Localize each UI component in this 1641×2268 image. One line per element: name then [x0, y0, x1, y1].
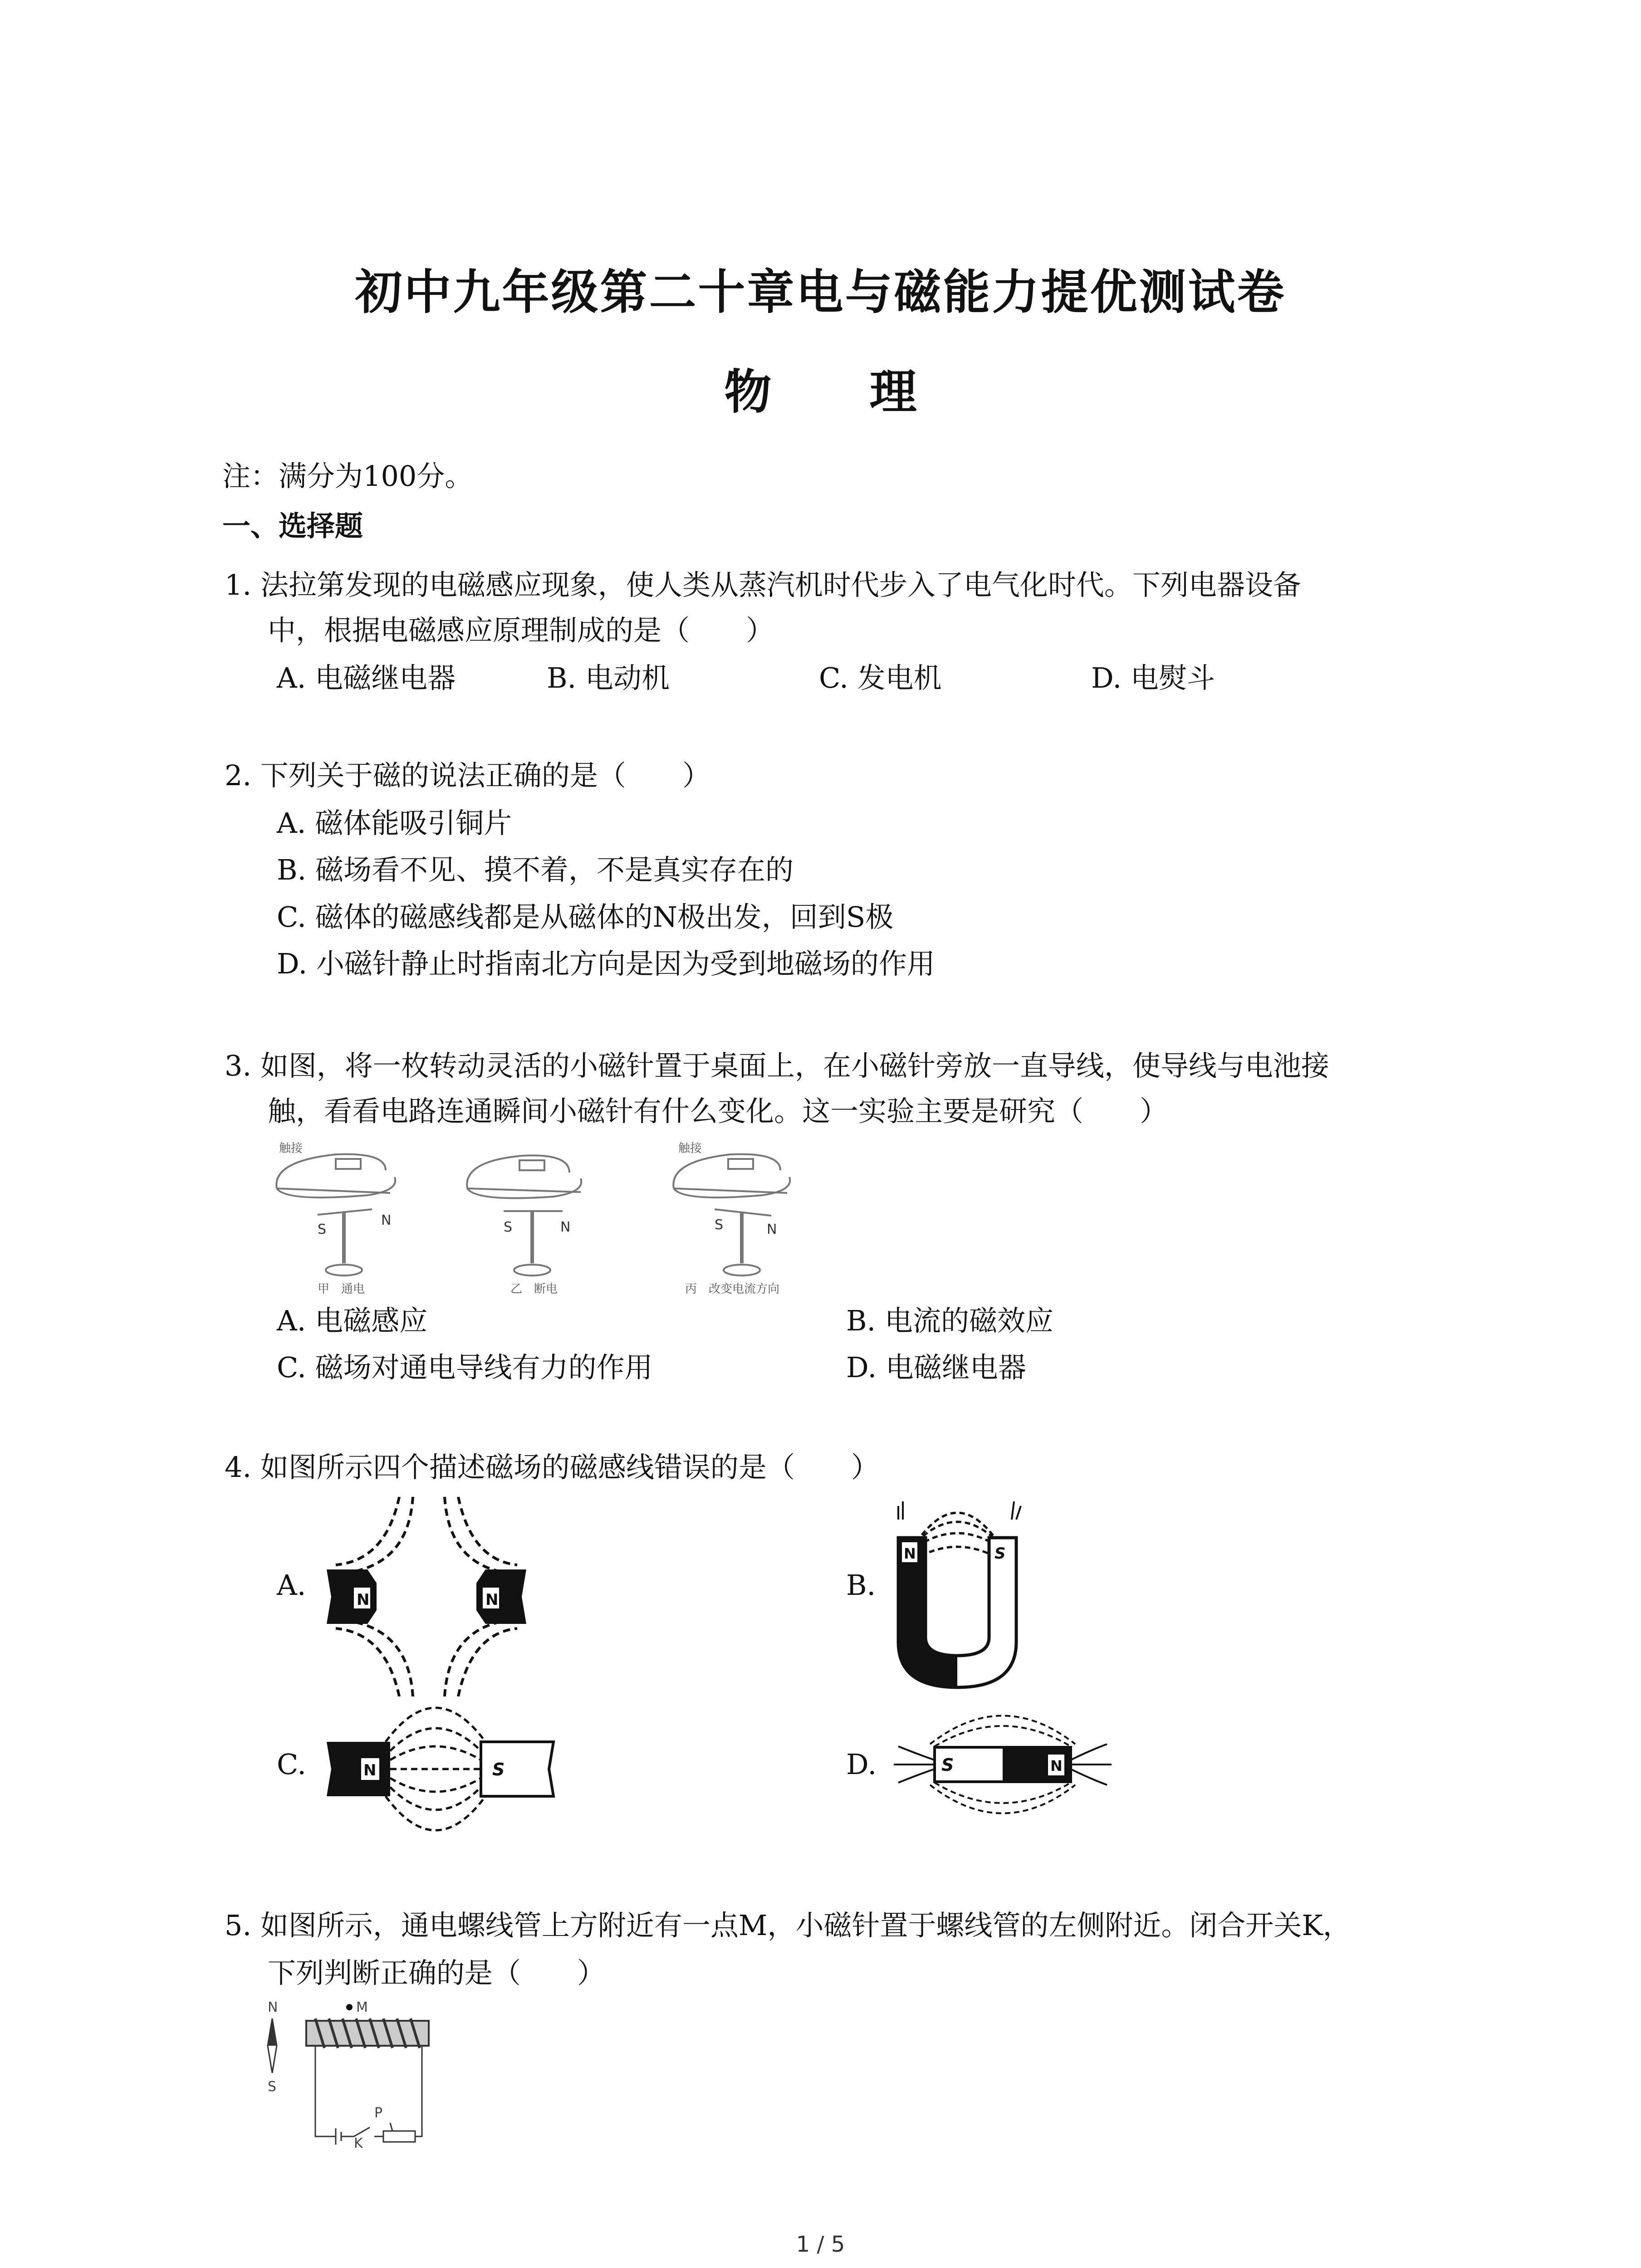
- q4-option-c-label: C.: [277, 1748, 306, 1781]
- q4-option-b-label: B.: [846, 1569, 876, 1602]
- q1-option-c: C. 发电机: [819, 661, 942, 694]
- q5-label-p: P: [374, 2105, 383, 2121]
- q2-option-a: A. 磁体能吸引铜片: [277, 807, 512, 840]
- q4-option-a-label: A.: [277, 1569, 306, 1602]
- q3-stem-line1: 3. 如图，将一枚转动灵活的小磁针置于桌面上，在小磁针旁放一直导线，使导线与电池接: [225, 1049, 1329, 1082]
- q4-figure-a: [318, 1497, 535, 1696]
- q2-option-b: B. 磁场看不见、摸不着，不是真实存在的: [277, 853, 794, 886]
- q4-figure-b: [889, 1492, 1025, 1692]
- q1-option-d: D. 电熨斗: [1091, 661, 1215, 694]
- q5-stem-line1: 5. 如图所示，通电螺线管上方附近有一点M，小磁针置于螺线管的左侧附近。闭合开关K，: [225, 1909, 1351, 1942]
- q3-label-contact-1: 触接: [279, 1142, 303, 1155]
- q2-option-c: C. 磁体的磁感线都是从磁体的N极出发，回到S极: [277, 900, 894, 934]
- q5-solenoid: [306, 2021, 429, 2046]
- q1-option-a: A. 电磁继电器: [277, 661, 456, 694]
- q4a-pole-n-left: N: [357, 1591, 370, 1609]
- q4-option-d-label: D.: [846, 1748, 877, 1781]
- q4-figure-d: [889, 1696, 1116, 1833]
- q4b-pole-n: N: [904, 1545, 916, 1562]
- q4b-pole-s: S: [994, 1545, 1006, 1563]
- q3-option-b: B. 电流的磁效应: [846, 1304, 1053, 1337]
- q3-option-c: C. 磁场对通电导线有力的作用: [277, 1351, 653, 1384]
- q4-stem: 4. 如图所示四个描述磁场的磁感线错误的是（ ）: [225, 1451, 879, 1484]
- q5-solenoid-figure: [263, 1996, 445, 2159]
- q5-stem-line2: 下列判断正确的是（ ）: [268, 1956, 606, 1989]
- q1-stem-line1: 1. 法拉第发现的电磁感应现象，使人类从蒸汽机时代步入了电气化时代。下列电器设备: [225, 568, 1301, 601]
- q5-point-m: M: [356, 1999, 368, 2015]
- q5-needle-n: N: [268, 1999, 278, 2015]
- q3-label-contact-3: 触接: [678, 1142, 702, 1155]
- q3-label-jia: 甲 通电: [318, 1282, 365, 1296]
- q3-pole-s-1: S: [318, 1222, 327, 1237]
- q5-label-k: K: [354, 2136, 363, 2151]
- q3-pole-n-3: N: [767, 1222, 777, 1237]
- q1-option-b: B. 电动机: [547, 661, 670, 694]
- q5-point-m-dot: [346, 2004, 353, 2010]
- q4d-pole-s: S: [941, 1755, 954, 1775]
- q3-pole-s-2: S: [504, 1219, 513, 1235]
- exam-title: 初中九年级第二十章电与磁能力提优测试卷: [355, 264, 1286, 320]
- q1-stem-line2: 中，根据电磁感应原理制成的是（ ）: [268, 614, 774, 647]
- q3-option-d: D. 电磁继电器: [846, 1351, 1026, 1384]
- q3-label-bing: 丙 改变电流方向: [685, 1282, 780, 1296]
- score-note: 注：满分为100分。: [222, 459, 473, 493]
- q3-pole-s-3: S: [715, 1217, 724, 1233]
- q4c-pole-s: S: [492, 1760, 505, 1779]
- q3-option-a: A. 电磁感应: [277, 1304, 428, 1337]
- q2-stem: 2. 下列关于磁的说法正确的是（ ）: [225, 759, 710, 792]
- section-heading: 一、选择题: [222, 509, 363, 543]
- q3-label-yi: 乙 断电: [510, 1282, 558, 1296]
- q2-option-d: D. 小磁针静止时指南北方向是因为受到地磁场的作用: [277, 947, 935, 980]
- q4a-pole-n-right: N: [485, 1591, 499, 1609]
- page-number: 1 / 5: [796, 2232, 845, 2257]
- q4d-pole-n: N: [1050, 1757, 1063, 1774]
- q3-pole-n-1: N: [381, 1212, 392, 1228]
- q4c-pole-n: N: [363, 1761, 377, 1779]
- q3-stem-line2: 触，看看电路连通瞬间小磁针有什么变化。这一实验主要是研究（ ）: [268, 1095, 1168, 1128]
- q4-figure-c: [318, 1687, 572, 1851]
- subject-title: 物 理: [724, 364, 958, 420]
- q3-pole-n-2: N: [560, 1219, 571, 1235]
- q3-compass-figure: [268, 1134, 867, 1302]
- q5-needle-s: S: [268, 2079, 277, 2095]
